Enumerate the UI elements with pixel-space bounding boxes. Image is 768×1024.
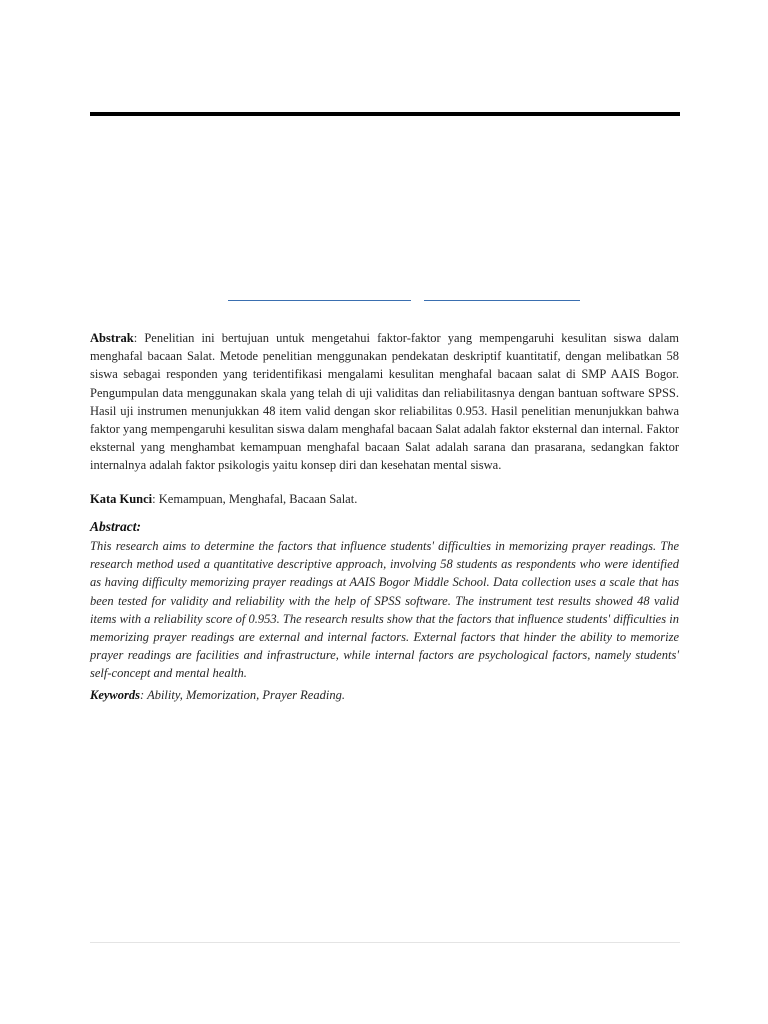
kata-kunci-label: Kata Kunci <box>90 492 153 506</box>
header-rule <box>90 112 680 116</box>
keywords-label: Keywords <box>90 688 140 702</box>
kata-kunci-line: Kata Kunci: Kemampuan, Menghafal, Bacaan Salat. <box>90 492 358 506</box>
keywords-line: Keywords: Ability, Memorization, Prayer Reading. <box>90 688 345 702</box>
link-underline-1[interactable] <box>228 300 411 301</box>
abstract-heading: Abstract: <box>90 519 142 534</box>
abstrak-text: Penelitian ini bertujuan untuk mengetahui faktor-faktor yang mempengaruhi kesulitan siswa dalam menghafal bacaan Salat. Metode penelitian menggunakan pendekatan deskriptif kuantitatif, dengan melibatkan 58 siswa sebagai responden yang teridentifikasi mengalami kesulitan menghafal bacaan salat di SMP AAIS Bogor. Pengumpulan data menggunakan skala yang telah di uji validitas dan reliabilitasnya dengan bantuan software SPSS. Hasil uji instrumen menunjukkan 48 item valid dengan skor reliabilitas 0.953. Hasil penelitian menunjukkan bahwa faktor yang mempengaruhi kesulitan siswa dalam menghafal bacaan Salat adalah faktor eksternal dan internal. Faktor eksternal yang menghambat kemampuan menghafal bacaan Salat adalah sarana dan prasarana, sedangkan faktor internalnya adalah faktor psikologis yaitu konsep diri dan kesehatan mental siswa. <box>90 331 679 473</box>
abstrak-label: Abstrak <box>90 331 134 345</box>
keywords-text: Ability, Memorization, Prayer Reading. <box>147 688 345 702</box>
kata-kunci-text: Kemampuan, Menghafal, Bacaan Salat. <box>158 492 358 506</box>
footer-rule <box>90 942 680 943</box>
abstrak-paragraph: Abstrak: Penelitian ini bertujuan untuk mengetahui faktor-faktor yang mempengaruhi kesulitan siswa dalam menghafal bacaan Salat. Metode penelitian menggunakan pendekatan deskriptif kuantitatif, dengan melibatkan 58 siswa sebagai responden yang teridentifikasi mengalami kesulitan menghafal bacaan salat di SMP AAIS Bogor. Pengumpulan data menggunakan skala yang telah di uji validitas dan reliabilitasnya dengan bantuan software SPSS. Hasil uji instrumen menunjukkan 48 item valid dengan skor reliabilitas 0.953. Hasil penelitian menunjukkan bahwa faktor yang mempengaruhi kesulitan siswa dalam menghafal bacaan Salat adalah faktor eksternal dan internal. Faktor eksternal yang menghambat kemampuan menghafal bacaan Salat adalah sarana dan prasarana, sedangkan faktor internalnya adalah faktor psikologis yaitu konsep diri dan kesehatan mental siswa. <box>90 331 679 473</box>
abstract-text: This research aims to determine the factors that influence students' difficulties in memorizing prayer readings. The research method used a quantitative descriptive approach, involving 58 students as respondents who were identified as having difficulty memorizing prayer readings at AAIS Bogor Middle School. Data collection uses a scale that has been tested for validity and reliability with the help of SPSS software. The instrument test results showed 48 valid items with a reliability score of 0.953. The research results show that the factors that influence students' difficulties in memorizing prayer readings are external and internal factors. External factors that hinder the ability to memorize prayer readings are facilities and infrastructure, while internal factors are psychological factors, namely students' self-concept and mental health. <box>90 539 679 681</box>
link-underline-2[interactable] <box>424 300 580 301</box>
